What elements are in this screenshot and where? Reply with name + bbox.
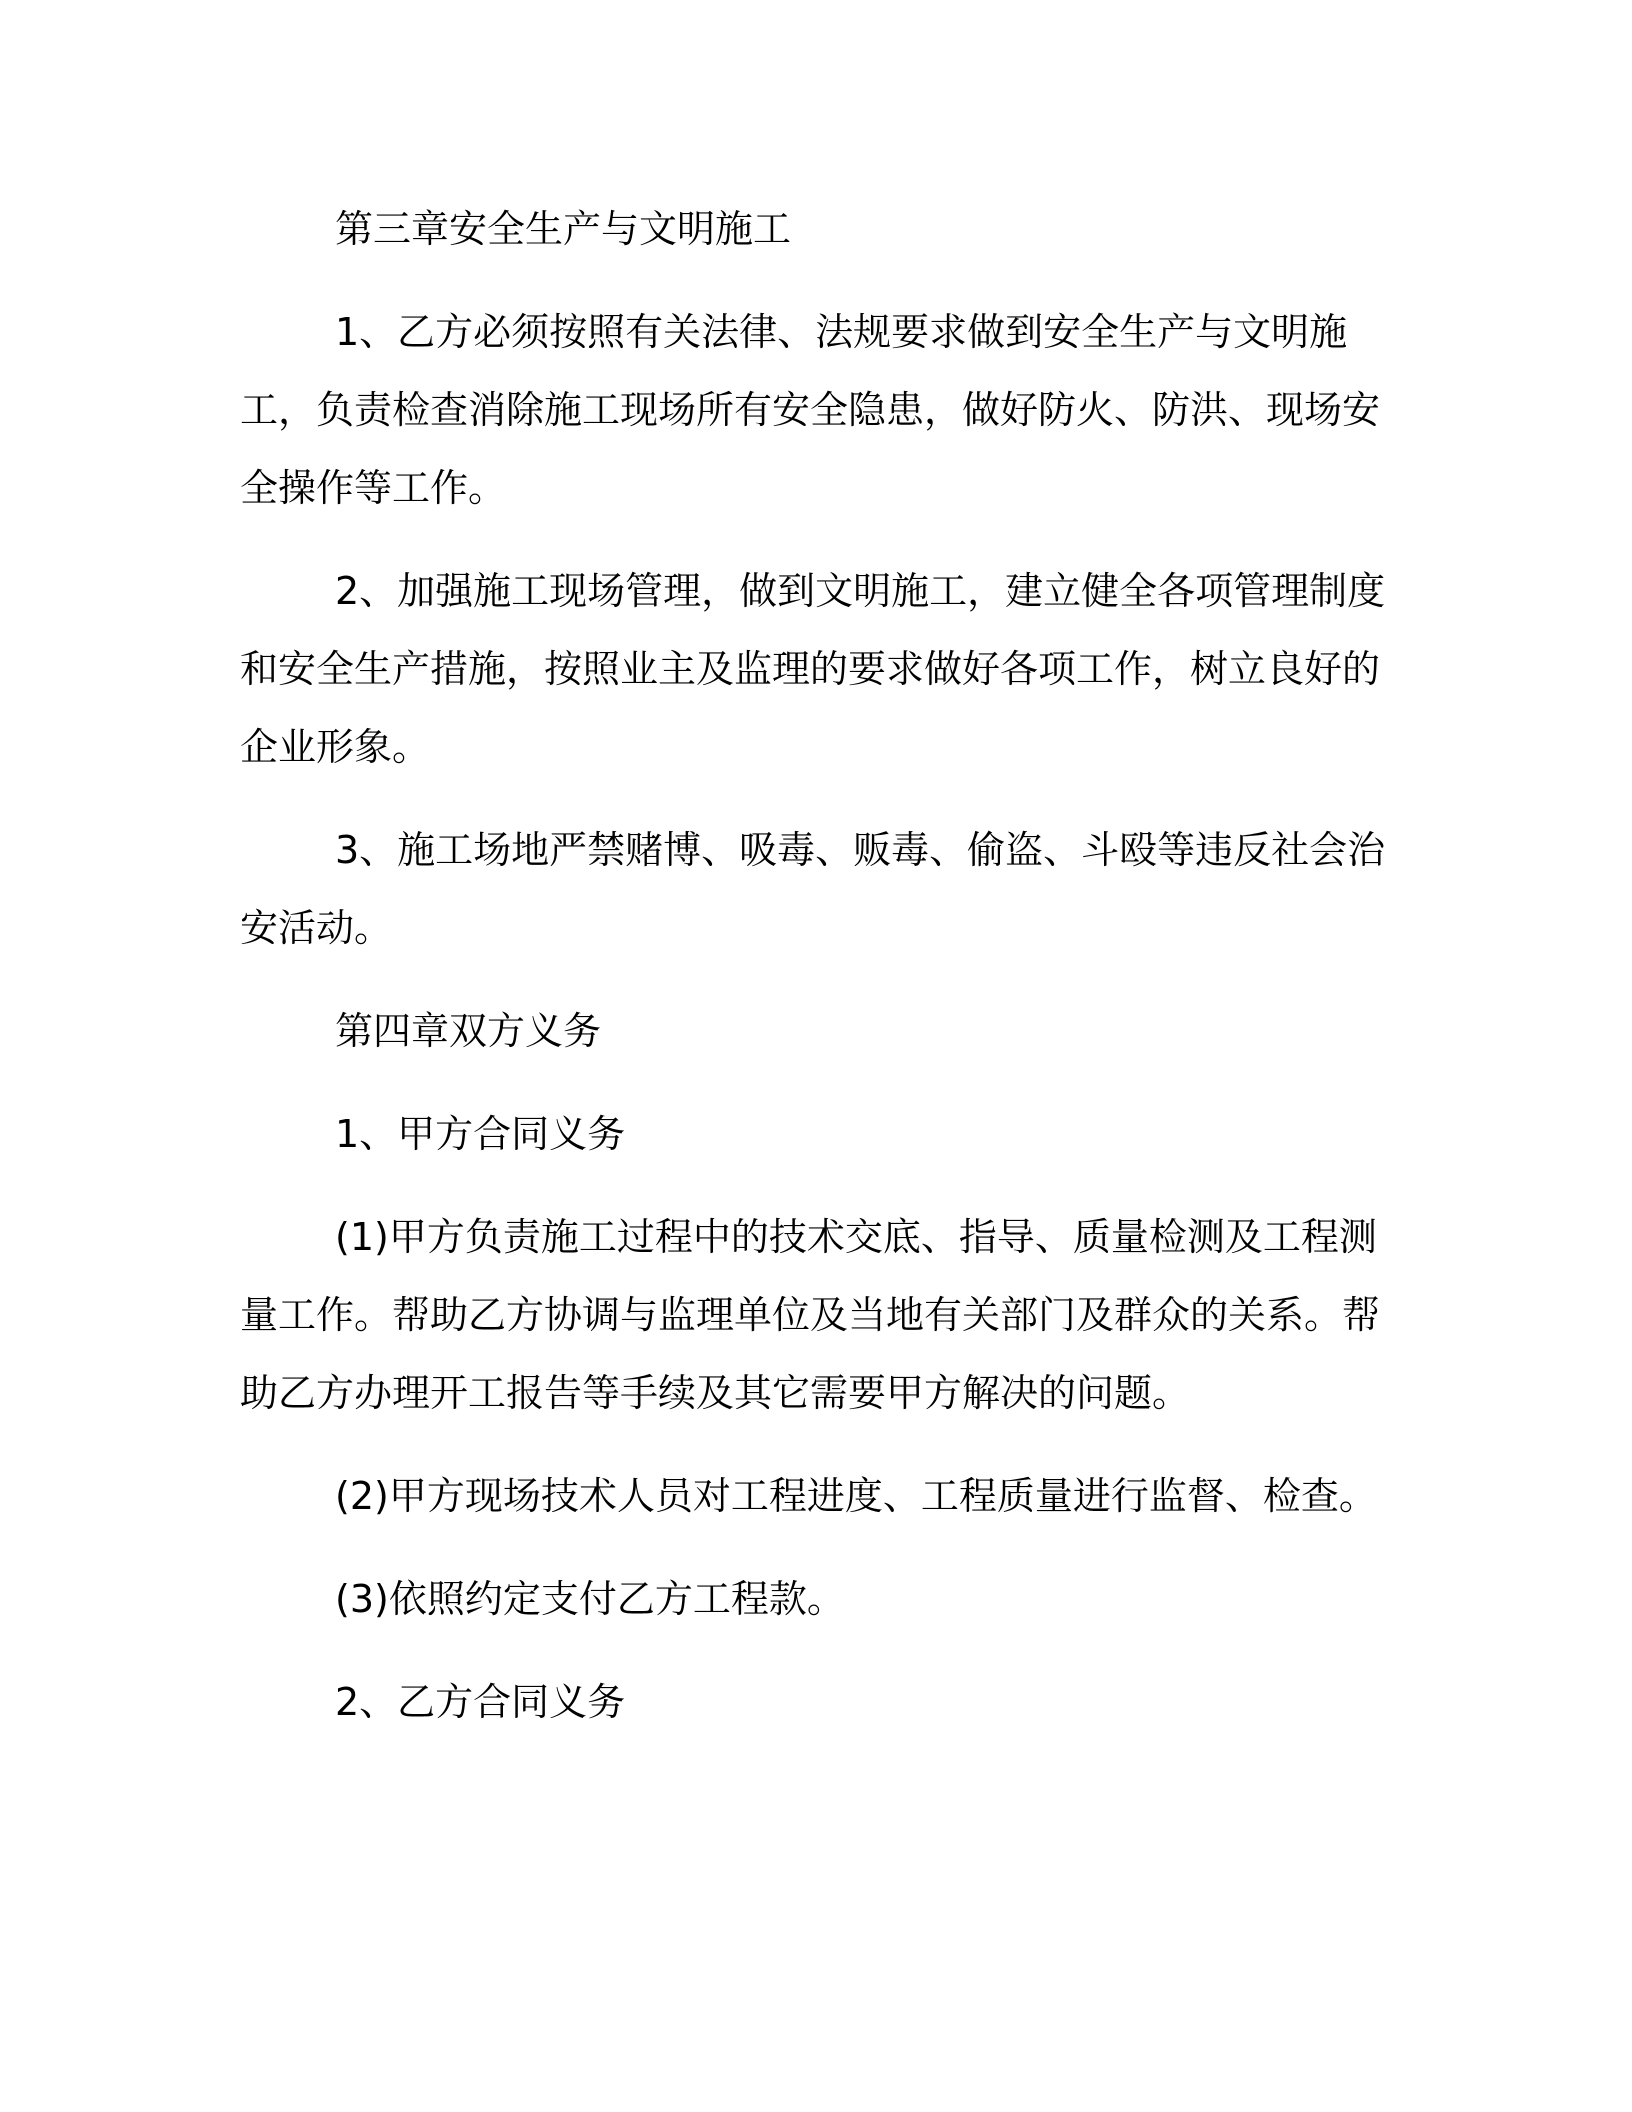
chapter-4-clause-2-title: 2、乙方合同义务 — [335, 1680, 626, 1724]
chapter-4-clause-1-title: 1、甲方合同义务 — [335, 1112, 626, 1156]
chapter-3-clause-1: 1、乙方必须按照有关法律、法规要求做到安全生产与文明施工，负责检查消除施工现场所有安全隐患，做好防火、防洪、现场安全操作等工作。 — [240, 310, 1381, 510]
chapter-3-clause-2: 2、加强施工现场管理，做到文明施工，建立健全各项管理制度和安全生产措施，按照业主及监理的要求做好各项工作，树立良好的企业形象。 — [240, 569, 1386, 769]
chapter-4-clause-1-item-3: (3)依照约定支付乙方工程款。 — [335, 1577, 845, 1621]
chapter-4-clause-1-item-1: (1)甲方负责施工过程中的技术交底、指导、质量检测及工程测量工作。帮助乙方协调与监理单位及当地有关部门及群众的关系。帮助乙方办理开工报告等手续及其它需要甲方解决的问题。 — [240, 1215, 1381, 1415]
chapter-3-clause-3: 3、施工场地严禁赌博、吸毒、贩毒、偷盗、斗殴等违反社会治安活动。 — [240, 828, 1386, 950]
chapter-4-clause-1-item-2: (2)甲方现场技术人员对工程进度、工程质量进行监督、检查。 — [335, 1474, 1377, 1518]
chapter-3-heading: 第三章安全生产与文明施工 — [335, 207, 792, 251]
document-body — [240, 190, 1390, 1741]
chapter-4-heading: 第四章双方义务 — [335, 1009, 602, 1053]
